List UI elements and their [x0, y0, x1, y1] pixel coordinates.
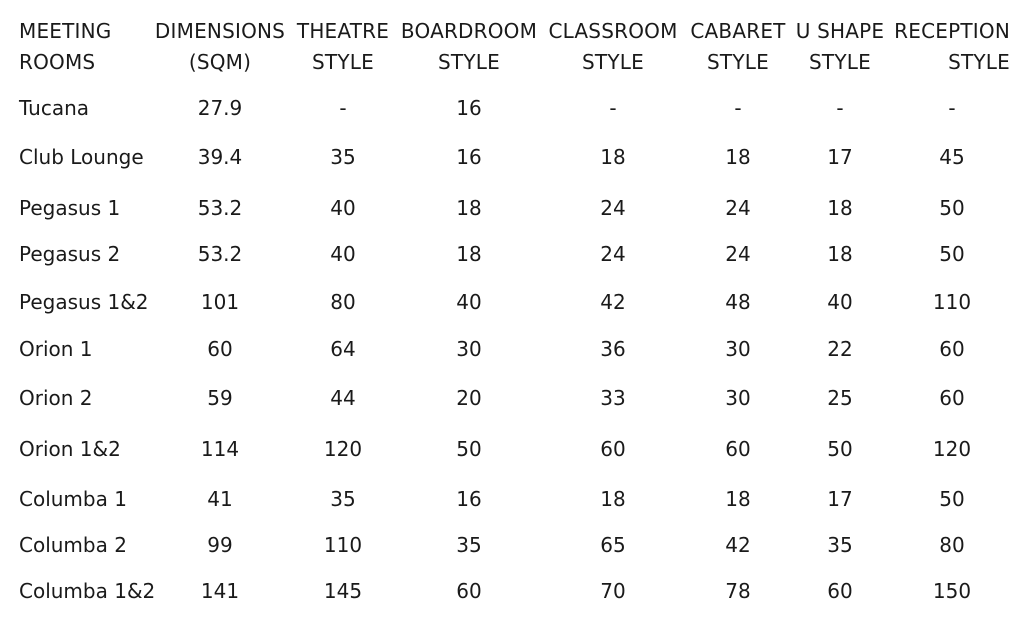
table-cell: 145 — [323, 579, 363, 603]
column-header-line: STYLE — [582, 50, 644, 74]
table-cell: 35 — [330, 145, 356, 169]
room-name-cell: Columba 1 — [19, 487, 127, 511]
column-header — [296, 16, 390, 78]
table-cell: 24 — [725, 196, 751, 220]
table-cell: 30 — [725, 386, 751, 410]
column-header-line: DIMENSIONS — [154, 19, 286, 43]
table-cell: 18 — [600, 487, 626, 511]
table-cell: 24 — [600, 196, 626, 220]
table-cell: 25 — [827, 386, 853, 410]
room-name-cell: Orion 1&2 — [19, 437, 121, 461]
table-cell: 50 — [939, 196, 965, 220]
table-cell: 101 — [200, 290, 240, 314]
table-cell: 18 — [600, 145, 626, 169]
table-cell: 16 — [456, 96, 482, 120]
table-cell: 18 — [456, 196, 482, 220]
room-name-cell: Pegasus 1&2 — [19, 290, 149, 314]
table-cell: 18 — [827, 242, 853, 266]
table-cell: 120 — [932, 437, 972, 461]
table-cell: 50 — [939, 487, 965, 511]
table-cell: 78 — [725, 579, 751, 603]
table-cell: 35 — [827, 533, 853, 557]
column-header-line: MEETING — [19, 19, 112, 43]
table-cell: 45 — [939, 145, 965, 169]
column-header-line: STYLE — [438, 50, 500, 74]
table-cell: 41 — [207, 487, 233, 511]
room-name-cell: Orion 1 — [19, 337, 93, 361]
table-cell: 39.4 — [197, 145, 243, 169]
table-cell: 24 — [725, 242, 751, 266]
table-cell: 24 — [600, 242, 626, 266]
table-cell: 60 — [827, 579, 853, 603]
column-header-line: ROOMS — [19, 50, 96, 74]
col-theatre-style — [296, 0, 390, 636]
table-cell: 33 — [600, 386, 626, 410]
table-cell: - — [836, 96, 844, 120]
table-cell: 20 — [456, 386, 482, 410]
column-header — [794, 16, 886, 78]
table-cell: 17 — [827, 487, 853, 511]
room-name-cell: Columba 2 — [19, 533, 127, 557]
table-cell: 22 — [827, 337, 853, 361]
column-header-line: STYLE — [948, 50, 1010, 74]
table-cell: 110 — [932, 290, 972, 314]
table-cell: 70 — [600, 579, 626, 603]
table-cell: 18 — [725, 487, 751, 511]
column-header-line: BOARDROOM — [400, 19, 538, 43]
table-cell: 141 — [200, 579, 240, 603]
table-cell: 18 — [827, 196, 853, 220]
table-cell: 30 — [456, 337, 482, 361]
room-name-cell: Pegasus 1 — [19, 196, 121, 220]
room-name-cell: Club Lounge — [19, 145, 144, 169]
table-cell: - — [734, 96, 742, 120]
table-cell: 48 — [725, 290, 751, 314]
table-cell: 50 — [827, 437, 853, 461]
table-cell: 53.2 — [197, 196, 243, 220]
col-cabaret-style — [690, 0, 786, 636]
col-reception-style — [892, 0, 1010, 636]
column-header — [19, 16, 112, 78]
table-cell: 80 — [330, 290, 356, 314]
table-cell: 60 — [600, 437, 626, 461]
column-header — [690, 16, 786, 78]
table-cell: 44 — [330, 386, 356, 410]
table-cell: 53.2 — [197, 242, 243, 266]
table-cell: 30 — [725, 337, 751, 361]
table-cell: - — [948, 96, 956, 120]
col-classroom-style — [548, 0, 678, 636]
table-cell: 60 — [207, 337, 233, 361]
table-cell: 110 — [323, 533, 363, 557]
table-cell: 80 — [939, 533, 965, 557]
table-cell: 60 — [725, 437, 751, 461]
table-cell: 18 — [456, 242, 482, 266]
table-cell: 114 — [200, 437, 240, 461]
table-cell: 40 — [330, 196, 356, 220]
column-header-line: THEATRE — [296, 19, 390, 43]
column-header-line: CLASSROOM — [548, 19, 678, 43]
column-header — [150, 16, 290, 78]
table-cell: 150 — [932, 579, 972, 603]
table-cell: 99 — [207, 533, 233, 557]
table-cell: 18 — [725, 145, 751, 169]
table-cell: 60 — [939, 337, 965, 361]
table-cell: 16 — [456, 487, 482, 511]
column-header — [894, 16, 1010, 78]
column-header-line: STYLE — [707, 50, 769, 74]
room-name-cell: Tucana — [19, 96, 90, 120]
table-cell: 36 — [600, 337, 626, 361]
table-cell: 120 — [323, 437, 363, 461]
table-cell: 50 — [939, 242, 965, 266]
col-boardroom-style — [396, 0, 542, 636]
table-cell: 64 — [330, 337, 356, 361]
table-cell: 42 — [600, 290, 626, 314]
table-cell: - — [609, 96, 617, 120]
col-u-shape-style — [794, 0, 886, 636]
table-cell: 59 — [207, 386, 233, 410]
column-header-line: U SHAPE — [795, 19, 885, 43]
table-cell: 40 — [456, 290, 482, 314]
table-cell: 35 — [456, 533, 482, 557]
column-header — [548, 16, 678, 78]
room-name-cell: Pegasus 2 — [19, 242, 121, 266]
table-cell: 16 — [456, 145, 482, 169]
table-cell: 40 — [330, 242, 356, 266]
table-cell: 27.9 — [197, 96, 243, 120]
col-meeting-rooms — [19, 0, 169, 636]
table-cell: 65 — [600, 533, 626, 557]
table-cell: 60 — [939, 386, 965, 410]
table-cell: - — [339, 96, 347, 120]
table-cell: 35 — [330, 487, 356, 511]
column-header-line: STYLE — [312, 50, 374, 74]
room-name-cell: Columba 1&2 — [19, 579, 156, 603]
column-header-line: CABARET — [690, 19, 786, 43]
table-cell: 42 — [725, 533, 751, 557]
column-header-line: STYLE — [809, 50, 871, 74]
col-dimensions — [150, 0, 290, 636]
column-header-line: RECEPTION — [894, 19, 1010, 43]
room-name-cell: Orion 2 — [19, 386, 93, 410]
table-cell: 40 — [827, 290, 853, 314]
table-cell: 50 — [456, 437, 482, 461]
column-header — [396, 16, 542, 78]
column-header-line: (SQM) — [188, 50, 252, 74]
table-cell: 60 — [456, 579, 482, 603]
table-cell: 17 — [827, 145, 853, 169]
